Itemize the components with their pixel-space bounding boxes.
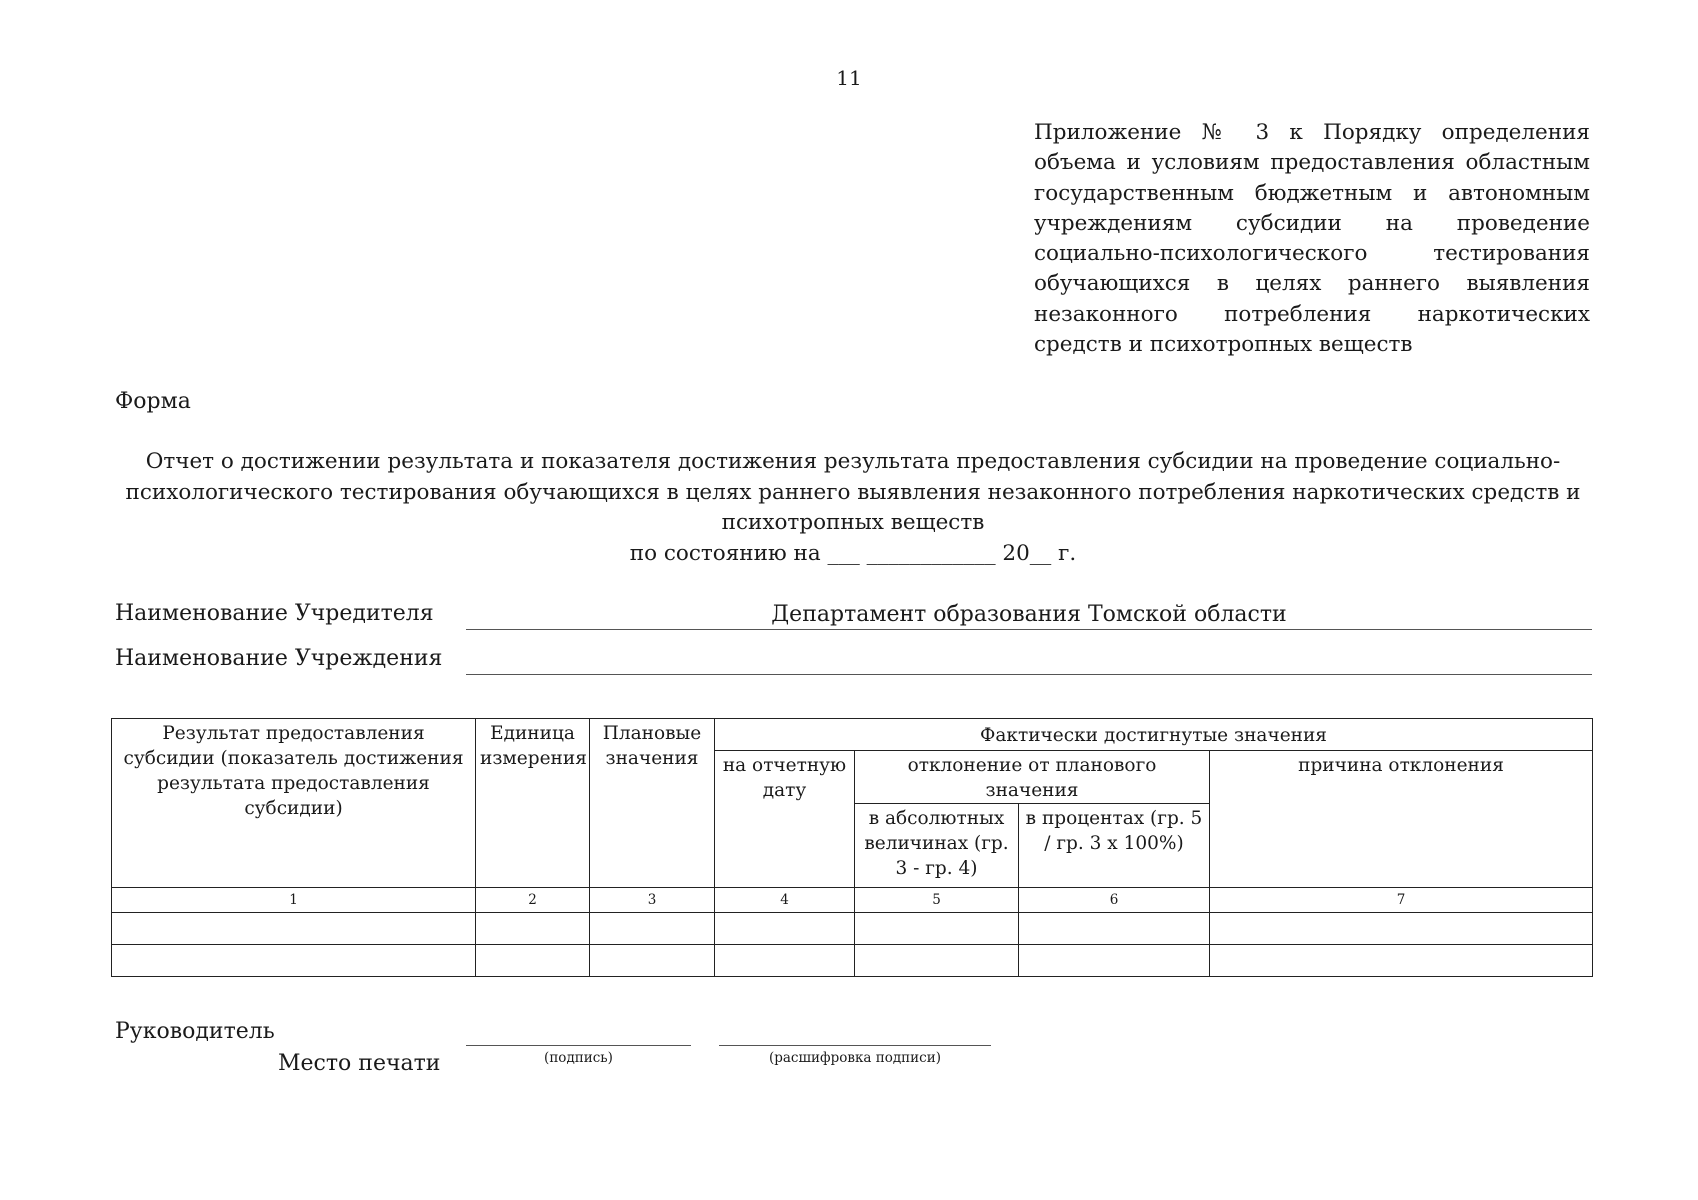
table-cell[interactable]	[1019, 945, 1210, 977]
signature-decoding-line[interactable]	[719, 1045, 991, 1046]
header-absolute: в абсолютных величинах (гр. 3 - гр. 4)	[855, 804, 1019, 888]
table-cell[interactable]	[112, 913, 476, 945]
column-number: 4	[715, 888, 855, 913]
founder-label: Наименование Учредителя	[115, 601, 434, 626]
page-number: 11	[836, 66, 862, 90]
column-number: 7	[1210, 888, 1593, 913]
header-percent: в процентах (гр. 5 / гр. 3 x 100%)	[1019, 804, 1210, 888]
report-table	[111, 718, 1593, 977]
column-number: 2	[476, 888, 590, 913]
institution-label: Наименование Учреждения	[115, 646, 443, 671]
report-date: по состоянию на ___ ____________ 20__ г.	[629, 540, 1077, 566]
header-unit: Единица измерения	[476, 719, 590, 888]
column-number: 1	[112, 888, 476, 913]
stamp-label: Место печати	[278, 1051, 441, 1076]
founder-field[interactable]: Департамент образования Томской области	[466, 601, 1592, 630]
table-row	[112, 913, 1593, 945]
table-cell[interactable]	[476, 913, 590, 945]
report-title	[115, 447, 1591, 569]
table-cell[interactable]	[590, 945, 715, 977]
table-cell[interactable]	[715, 913, 855, 945]
table-cell[interactable]	[112, 945, 476, 977]
table-cell[interactable]	[1019, 913, 1210, 945]
table-row	[112, 945, 1593, 977]
table-cell[interactable]	[476, 945, 590, 977]
header-on-date: на отчетную дату	[715, 751, 855, 888]
signature-decoding-caption: (расшифровка подписи)	[768, 1050, 942, 1066]
appendix-note: Приложение № 3 к Порядку определения объема и условиям предоставления областным государственным бюджетным и автономным учреждениям субсидии на проведение социально-психологического тестирования обучающихся в целях раннего выявления незаконного потребления наркотических средств и психотропных веществ	[1034, 120, 1590, 358]
header-result: Результат предоставления субсидии (показатель достижения результата предоставления субсидии)	[112, 719, 476, 888]
report-title-text: Отчет о достижении результата и показателя достижения результата предоставления субсидии на проведение социально-психологического тестирования обучающихся в целях раннего выявления незаконного потребления наркотических средств и психотропных веществ	[125, 449, 1581, 535]
form-label: Форма	[115, 389, 191, 414]
header-reason: причина отклонения	[1210, 751, 1593, 888]
signature-caption: (подпись)	[544, 1050, 613, 1066]
signature-line[interactable]	[466, 1045, 691, 1046]
table-cell[interactable]	[715, 945, 855, 977]
head-label: Руководитель	[115, 1019, 275, 1044]
column-numbers-row	[112, 888, 1593, 913]
column-number: 5	[855, 888, 1019, 913]
header-planned: Плановые значения	[590, 719, 715, 888]
table-cell[interactable]	[590, 913, 715, 945]
table-cell[interactable]	[1210, 913, 1593, 945]
header-deviation: отклонение от планового значения	[855, 751, 1210, 804]
header-actual: Фактически достигнутые значения	[715, 719, 1593, 751]
table-cell[interactable]	[1210, 945, 1593, 977]
institution-field[interactable]	[466, 646, 1592, 675]
column-number: 6	[1019, 888, 1210, 913]
table-cell[interactable]	[855, 945, 1019, 977]
column-number: 3	[590, 888, 715, 913]
table-cell[interactable]	[855, 913, 1019, 945]
